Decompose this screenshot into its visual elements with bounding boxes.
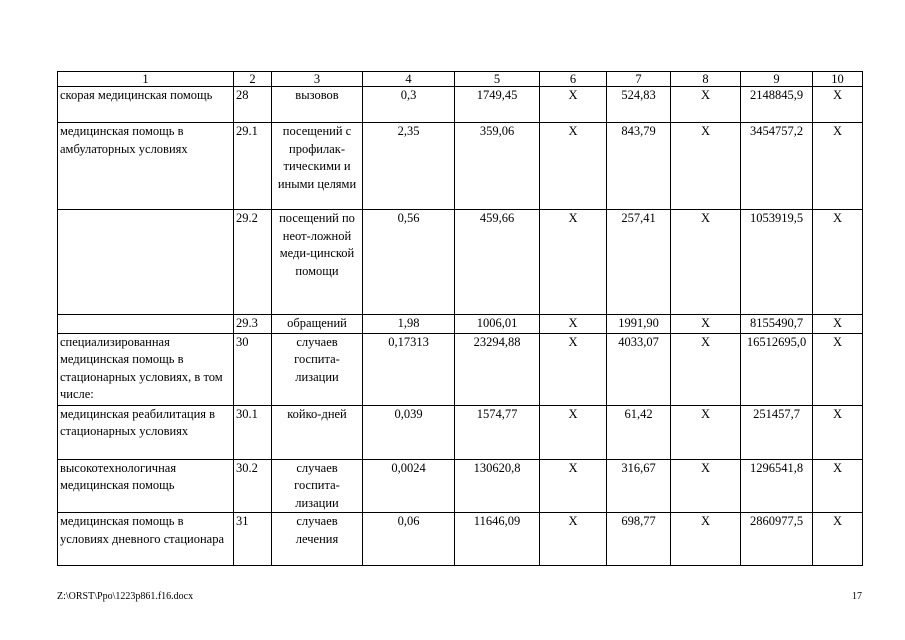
table-row — [58, 405, 863, 459]
table-cell: медицинская реабилитация в стационарных условиях — [58, 405, 234, 459]
table-cell: койко-дней — [272, 405, 363, 459]
table-cell: 1053919,5 — [741, 210, 813, 315]
table-cell: X — [813, 123, 863, 210]
column-header: 9 — [741, 72, 813, 87]
table-cell: X — [540, 123, 607, 210]
table-cell: 843,79 — [607, 123, 671, 210]
table-cell: 3454757,2 — [741, 123, 813, 210]
table-cell: X — [671, 210, 741, 315]
table-row — [58, 210, 863, 315]
table-cell: X — [671, 123, 741, 210]
table-cell: 257,41 — [607, 210, 671, 315]
table-cell: X — [540, 405, 607, 459]
table-cell: X — [671, 405, 741, 459]
table-row — [58, 333, 863, 405]
table-cell: 16512695,0 — [741, 333, 813, 405]
table-cell: X — [671, 315, 741, 334]
table-cell: X — [813, 513, 863, 566]
table-cell: 698,77 — [607, 513, 671, 566]
table-cell: 524,83 — [607, 87, 671, 123]
table-cell: 2148845,9 — [741, 87, 813, 123]
table-cell: случаев лечения — [272, 513, 363, 566]
column-header: 2 — [234, 72, 272, 87]
column-header: 10 — [813, 72, 863, 87]
table-cell: обращений — [272, 315, 363, 334]
table-cell: 11646,09 — [455, 513, 540, 566]
table-cell: 2860977,5 — [741, 513, 813, 566]
table-cell: 61,42 — [607, 405, 671, 459]
table-cell — [58, 315, 234, 334]
table-cell: 0,3 — [363, 87, 455, 123]
table-cell: 23294,88 — [455, 333, 540, 405]
table-cell: 251457,7 — [741, 405, 813, 459]
table-cell: 1,98 — [363, 315, 455, 334]
table-cell: 2,35 — [363, 123, 455, 210]
table-cell: 0,039 — [363, 405, 455, 459]
table-cell: X — [813, 87, 863, 123]
table-cell: 29.3 — [234, 315, 272, 334]
column-header: 1 — [58, 72, 234, 87]
table-cell: 359,06 — [455, 123, 540, 210]
table-cell: 29.1 — [234, 123, 272, 210]
table-cell: 0,56 — [363, 210, 455, 315]
table-cell: 8155490,7 — [741, 315, 813, 334]
table-cell: 29.2 — [234, 210, 272, 315]
table-row — [58, 87, 863, 123]
column-header: 5 — [455, 72, 540, 87]
footer-page-number: 17 — [852, 591, 862, 602]
table-cell: посещений по неот-ложной меди-цинской помощи — [272, 210, 363, 315]
table-cell: 0,06 — [363, 513, 455, 566]
header-row — [58, 72, 863, 87]
table-cell: X — [671, 333, 741, 405]
table-cell: 130620,8 — [455, 459, 540, 513]
table-cell: 0,0024 — [363, 459, 455, 513]
table-cell: X — [813, 459, 863, 513]
table-cell: 1006,01 — [455, 315, 540, 334]
table-cell: X — [671, 459, 741, 513]
column-header: 4 — [363, 72, 455, 87]
table-cell: 4033,07 — [607, 333, 671, 405]
column-header: 3 — [272, 72, 363, 87]
table-cell: посещений с профилак-тическими и иными целями — [272, 123, 363, 210]
table-cell: 31 — [234, 513, 272, 566]
table-cell: X — [540, 315, 607, 334]
table-cell: случаев госпита-лизации — [272, 333, 363, 405]
table-cell: X — [813, 315, 863, 334]
table-cell: X — [540, 333, 607, 405]
footer-file-path: Z:\ORST\Ppo\1223p861.f16.docx — [57, 591, 194, 602]
table-cell: X — [671, 87, 741, 123]
table-row — [58, 513, 863, 566]
table-cell: 30.2 — [234, 459, 272, 513]
table-cell: X — [540, 513, 607, 566]
column-header: 6 — [540, 72, 607, 87]
table-cell: скорая медицинская помощь — [58, 87, 234, 123]
table-cell: 28 — [234, 87, 272, 123]
table-cell: медицинская помощь в условиях дневного стационара — [58, 513, 234, 566]
data-table — [57, 71, 863, 566]
table-cell: 1296541,8 — [741, 459, 813, 513]
table-cell: X — [540, 459, 607, 513]
column-header: 7 — [607, 72, 671, 87]
table-cell: специализированная медицинская помощь в стационарных условиях, в том числе: — [58, 333, 234, 405]
table-cell: X — [540, 210, 607, 315]
table-cell: случаев госпита-лизации — [272, 459, 363, 513]
table-cell: 1991,90 — [607, 315, 671, 334]
table-cell: X — [540, 87, 607, 123]
table-cell: 1749,45 — [455, 87, 540, 123]
table-cell: 1574,77 — [455, 405, 540, 459]
table-row — [58, 315, 863, 334]
table-cell: высокотехнологичная медицинская помощь — [58, 459, 234, 513]
table-cell: 0,17313 — [363, 333, 455, 405]
table-row — [58, 459, 863, 513]
table-cell: 316,67 — [607, 459, 671, 513]
table-row — [58, 123, 863, 210]
table-cell: X — [813, 333, 863, 405]
table-cell: 459,66 — [455, 210, 540, 315]
table-cell — [58, 210, 234, 315]
table-cell: X — [813, 405, 863, 459]
table-cell: 30 — [234, 333, 272, 405]
table-cell: X — [671, 513, 741, 566]
table-cell: X — [813, 210, 863, 315]
table-cell: вызовов — [272, 87, 363, 123]
table-cell: 30.1 — [234, 405, 272, 459]
table-cell: медицинская помощь в амбулаторных условиях — [58, 123, 234, 210]
column-header: 8 — [671, 72, 741, 87]
